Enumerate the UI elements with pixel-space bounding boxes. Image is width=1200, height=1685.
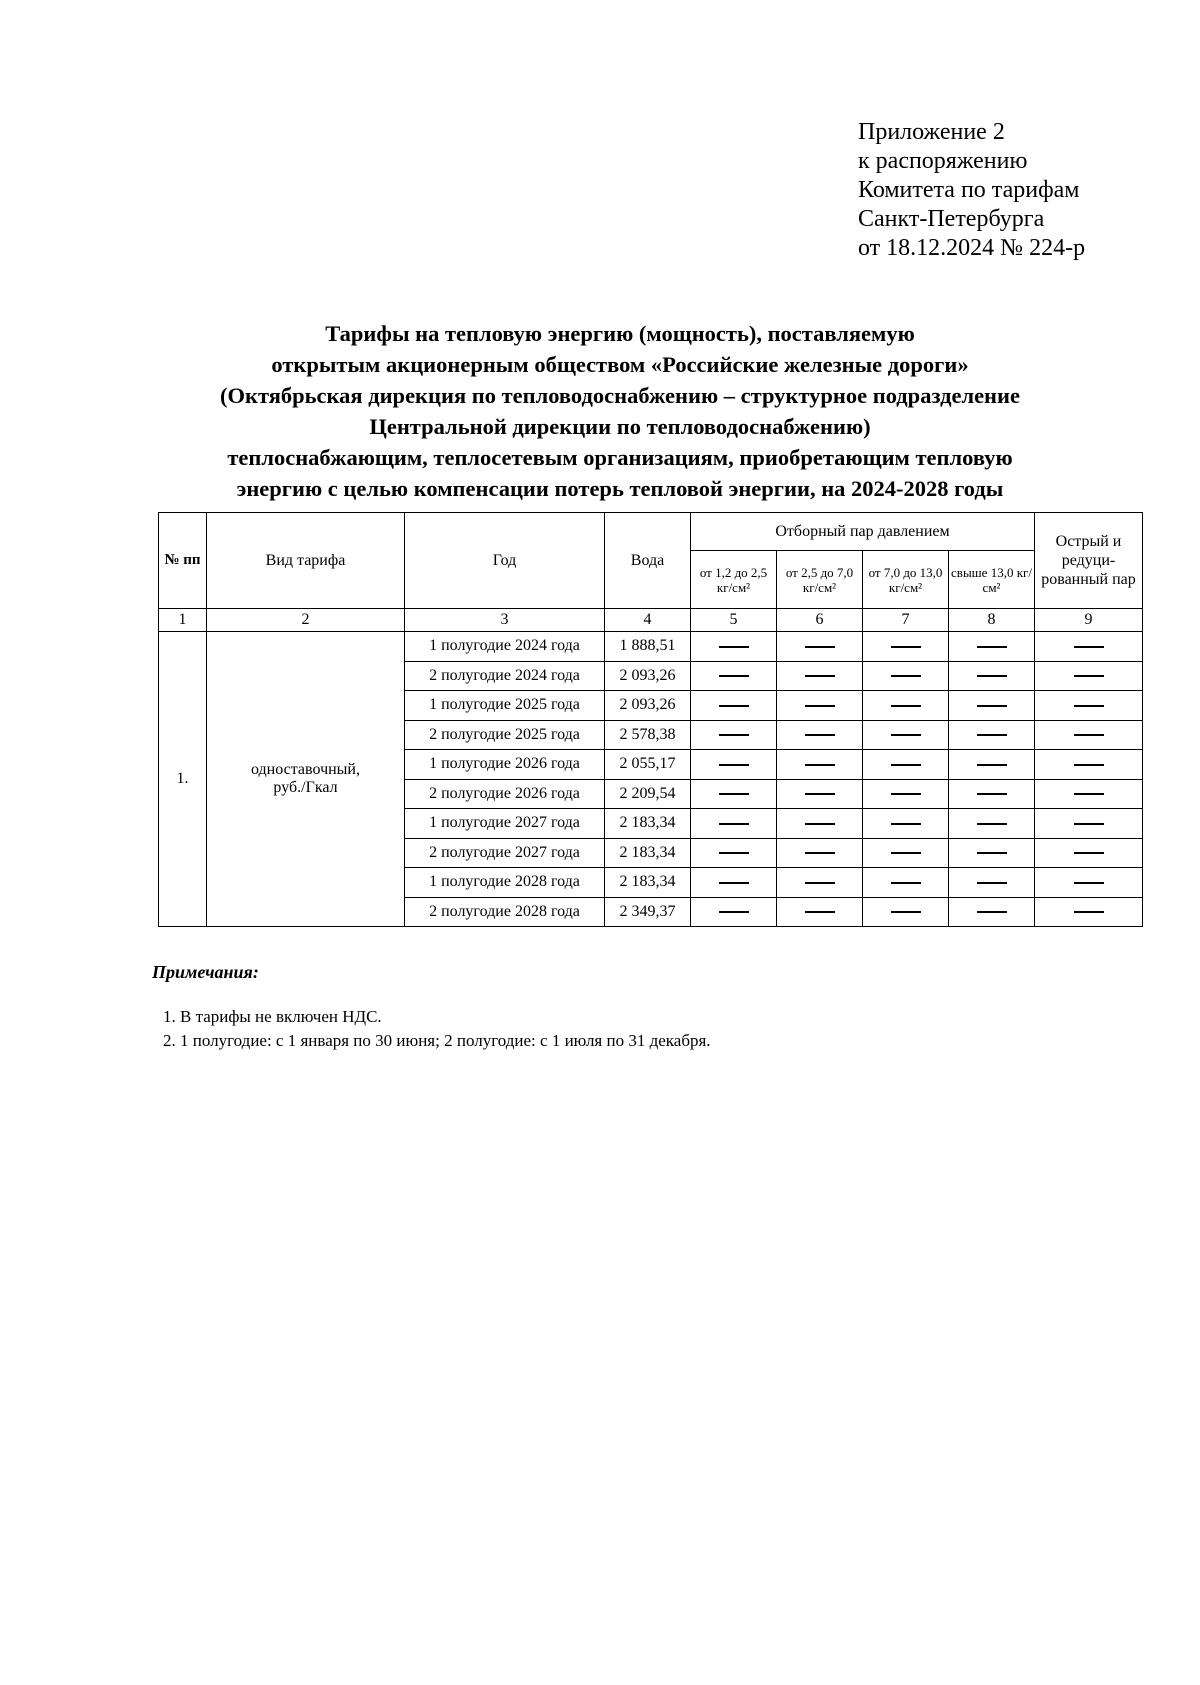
header-year: Год xyxy=(405,513,605,609)
dash-cell xyxy=(777,838,863,868)
dash-cell xyxy=(1035,661,1143,691)
water-cell: 2 183,34 xyxy=(605,809,691,839)
water-cell: 2 093,26 xyxy=(605,661,691,691)
dash-cell xyxy=(777,779,863,809)
dash-cell xyxy=(1035,750,1143,780)
appendix-line: Приложение 2 xyxy=(858,119,1005,145)
dash-cell xyxy=(1035,779,1143,809)
dash-cell xyxy=(691,720,777,750)
column-number: 9 xyxy=(1035,609,1143,632)
dash-cell xyxy=(949,868,1035,898)
title-line: (Октябрьская дирекция по тепловодоснабжению – структурное подразделение xyxy=(220,383,1020,408)
column-number: 3 xyxy=(405,609,605,632)
water-cell: 2 055,17 xyxy=(605,750,691,780)
dash-cell xyxy=(691,838,777,868)
appendix-line: от 18.12.2024 № 224-р xyxy=(858,235,1086,261)
water-cell: 2 093,26 xyxy=(605,691,691,721)
dash-cell xyxy=(777,661,863,691)
dash-cell xyxy=(863,750,949,780)
dash-cell xyxy=(777,720,863,750)
notes-block xyxy=(152,962,711,1053)
period-cell: 1 полугодие 2026 года xyxy=(405,750,605,780)
appendix-line: к распоряжению xyxy=(858,148,1028,174)
dash-cell xyxy=(1035,691,1143,721)
dash-cell xyxy=(949,779,1035,809)
dash-cell xyxy=(1035,632,1143,662)
dash-cell xyxy=(777,868,863,898)
dash-cell xyxy=(691,868,777,898)
period-cell: 2 полугодие 2028 года xyxy=(405,897,605,927)
header-water: Вода xyxy=(605,513,691,609)
dash-cell xyxy=(949,632,1035,662)
water-cell: 2 183,34 xyxy=(605,838,691,868)
dash-cell xyxy=(863,720,949,750)
period-cell: 2 полугодие 2025 года xyxy=(405,720,605,750)
column-number: 2 xyxy=(207,609,405,632)
dash-cell xyxy=(691,809,777,839)
header-num: № пп xyxy=(159,513,207,609)
water-cell: 2 183,34 xyxy=(605,868,691,898)
dash-cell xyxy=(1035,838,1143,868)
dash-cell xyxy=(691,661,777,691)
dash-cell xyxy=(863,779,949,809)
title-line: энергию с целью компенсации потерь тепловой энергии, на 2024-2028 годы xyxy=(236,476,1004,501)
dash-cell xyxy=(863,632,949,662)
dash-cell xyxy=(949,809,1035,839)
column-number: 8 xyxy=(949,609,1035,632)
column-number: 5 xyxy=(691,609,777,632)
period-cell: 1 полугодие 2027 года xyxy=(405,809,605,839)
note-item: 2. 1 полугодие: с 1 января по 30 июня; 2 полугодие: с 1 июля по 31 декабря. xyxy=(180,1029,711,1053)
dash-cell xyxy=(863,661,949,691)
header-steam-2: от 2,5 до 7,0 кг/см² xyxy=(777,551,863,609)
period-cell: 1 полугодие 2028 года xyxy=(405,868,605,898)
column-number: 7 xyxy=(863,609,949,632)
header-steam-group: Отборный пар давлением xyxy=(691,513,1035,551)
notes-list xyxy=(152,1005,711,1053)
water-cell: 2 578,38 xyxy=(605,720,691,750)
dash-cell xyxy=(691,691,777,721)
tariff-table xyxy=(158,512,1143,927)
header-type: Вид тарифа xyxy=(207,513,405,609)
note-item: 1. В тарифы не включен НДС. xyxy=(180,1005,711,1029)
water-cell: 2 209,54 xyxy=(605,779,691,809)
dash-cell xyxy=(1035,720,1143,750)
period-cell: 2 полугодие 2026 года xyxy=(405,779,605,809)
dash-cell xyxy=(863,691,949,721)
dash-cell xyxy=(777,691,863,721)
period-cell: 2 полугодие 2024 года xyxy=(405,661,605,691)
dash-cell xyxy=(863,897,949,927)
row-number: 1. xyxy=(159,632,207,927)
appendix-line: Комитета по тарифам xyxy=(858,177,1080,203)
dash-cell xyxy=(1035,809,1143,839)
dash-cell xyxy=(863,838,949,868)
header-steam-1: от 1,2 до 2,5 кг/см² xyxy=(691,551,777,609)
column-number: 6 xyxy=(777,609,863,632)
title-line: Тарифы на тепловую энергию (мощность), поставляемую xyxy=(325,321,915,346)
water-cell: 2 349,37 xyxy=(605,897,691,927)
tariff-type: одноставочный, руб./Гкал xyxy=(207,632,405,927)
column-number: 4 xyxy=(605,609,691,632)
dash-cell xyxy=(863,809,949,839)
dash-cell xyxy=(1035,897,1143,927)
header-steam-4: свыше 13,0 кг/см² xyxy=(949,551,1035,609)
appendix-line: Санкт-Петербурга xyxy=(858,206,1045,232)
title-line: теплоснабжающим, теплосетевым организациям, приобретающим тепловую xyxy=(227,445,1013,470)
notes-title: Примечания: xyxy=(152,962,259,982)
dash-cell xyxy=(777,750,863,780)
table-row xyxy=(159,632,1143,662)
dash-cell xyxy=(691,632,777,662)
title-line: Центральной дирекции по тепловодоснабжению) xyxy=(369,414,871,439)
dash-cell xyxy=(777,897,863,927)
period-cell: 2 полугодие 2027 года xyxy=(405,838,605,868)
title-line: открытым акционерным обществом «Российские железные дороги» xyxy=(271,352,969,377)
dash-cell xyxy=(949,691,1035,721)
header-steam-3: от 7,0 до 13,0 кг/см² xyxy=(863,551,949,609)
document-title xyxy=(150,318,1090,504)
dash-cell xyxy=(949,750,1035,780)
header-sharp-steam: Острый и редуци-рованный пар xyxy=(1035,513,1143,609)
dash-cell xyxy=(949,661,1035,691)
dash-cell xyxy=(691,779,777,809)
dash-cell xyxy=(691,750,777,780)
water-cell: 1 888,51 xyxy=(605,632,691,662)
column-number: 1 xyxy=(159,609,207,632)
appendix-block xyxy=(858,118,1085,263)
dash-cell xyxy=(1035,868,1143,898)
dash-cell xyxy=(949,838,1035,868)
period-cell: 1 полугодие 2025 года xyxy=(405,691,605,721)
dash-cell xyxy=(691,897,777,927)
dash-cell xyxy=(949,897,1035,927)
period-cell: 1 полугодие 2024 года xyxy=(405,632,605,662)
dash-cell xyxy=(777,809,863,839)
dash-cell xyxy=(777,632,863,662)
dash-cell xyxy=(863,868,949,898)
dash-cell xyxy=(949,720,1035,750)
